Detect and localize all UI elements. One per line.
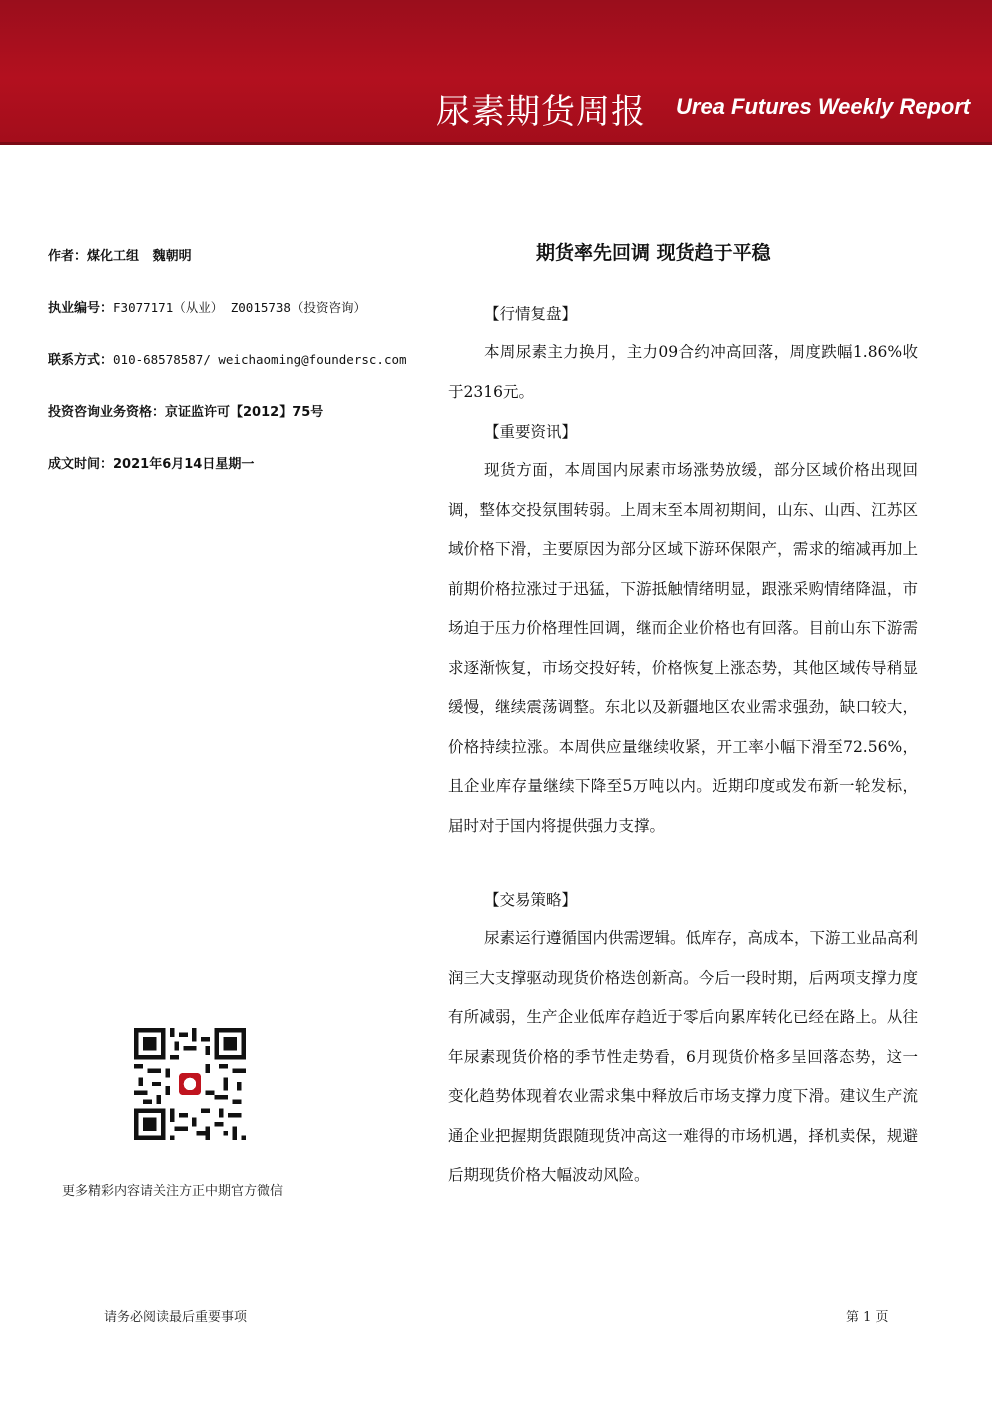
section-heading-strategy: 【交易策略】	[484, 891, 578, 909]
license-value: F3077171（从业） Z0015738（投资咨询）	[113, 300, 366, 315]
author-label: 作者：	[48, 249, 88, 264]
author-value: 煤化工组 魏朝明	[87, 249, 192, 264]
license-line	[48, 297, 448, 316]
report-title-en: Urea Futures Weekly Report	[676, 94, 971, 119]
report-title-cn: 尿素期货周报	[436, 92, 646, 132]
author-line	[48, 245, 448, 264]
page-number: 第 1 页	[846, 1310, 889, 1325]
review-paragraph: 本周尿素主力换月，主力09合约冲高回落，周度跌幅1.86%收于2316元。	[448, 343, 918, 401]
qualification-label: 投资咨询业务资格：	[48, 405, 166, 420]
date-label: 成文时间：	[48, 457, 114, 472]
wechat-qr-code	[134, 1028, 246, 1140]
news-paragraph: 现货方面，本周国内尿素市场涨势放缓，部分区域价格出现回调，整体交投氛围转弱。上周末至本周初期间，山东、山西、江苏区域价格下滑，主要原因为部分区域下游环保限产，需求的缩减再加上前期价格拉涨过于迅猛，下游抵触情绪明显，跟涨采购情绪降温，市场迫于压力价格理性回调，继而企业价格也有回落。目前山东下游需求逐渐恢复，市场交投好转，价格恢复上涨态势，其他区域传导稍显缓慢，继续震荡调整。东北以及新疆地区农业需求强劲，缺口较大，价格持续拉涨。本周供应量继续收紧，开工率小幅下滑至72.56%，且企业库存量继续下降至5万吨以内。近期印度或发布新一轮发标，届时对于国内将提供强力支撑。	[448, 461, 918, 835]
contact-line	[48, 349, 448, 368]
qualification-value: 京证监许可【2012】75号	[165, 405, 324, 420]
section-heading-review: 【行情复盘】	[484, 305, 578, 323]
date-value: 2021年6月14日星期一	[113, 457, 255, 472]
contact-value: 010-68578587/ weichaoming@foundersc.com	[113, 352, 407, 367]
date-line	[48, 453, 448, 472]
footer-disclaimer-notice: 请务必阅读最后重要事项	[104, 1310, 248, 1325]
article-headline: 期货率先回调 现货趋于平稳	[536, 242, 771, 264]
header-banner	[0, 0, 992, 145]
contact-label: 联系方式：	[48, 353, 114, 368]
qr-caption: 更多精彩内容请关注方正中期官方微信	[62, 1184, 284, 1199]
license-label: 执业编号：	[48, 301, 114, 316]
section-heading-news: 【重要资讯】	[484, 423, 578, 441]
qualification-line	[48, 401, 448, 420]
strategy-paragraph: 尿素运行遵循国内供需逻辑。低库存，高成本，下游工业品高利润三大支撑驱动现货价格迭创新高。今后一段时期，后两项支撑力度有所减弱，生产企业低库存趋近于零后向累库转化已经在路上。从往年尿素现货价格的季节性走势看，6月现货价格多呈回落态势，这一变化趋势体现着农业需求集中释放后市场支撑力度下滑。建议生产流通企业把握期货跟随现货冲高这一难得的市场机遇，择机卖保，规避后期现货价格大幅波动风险。	[448, 929, 919, 1184]
